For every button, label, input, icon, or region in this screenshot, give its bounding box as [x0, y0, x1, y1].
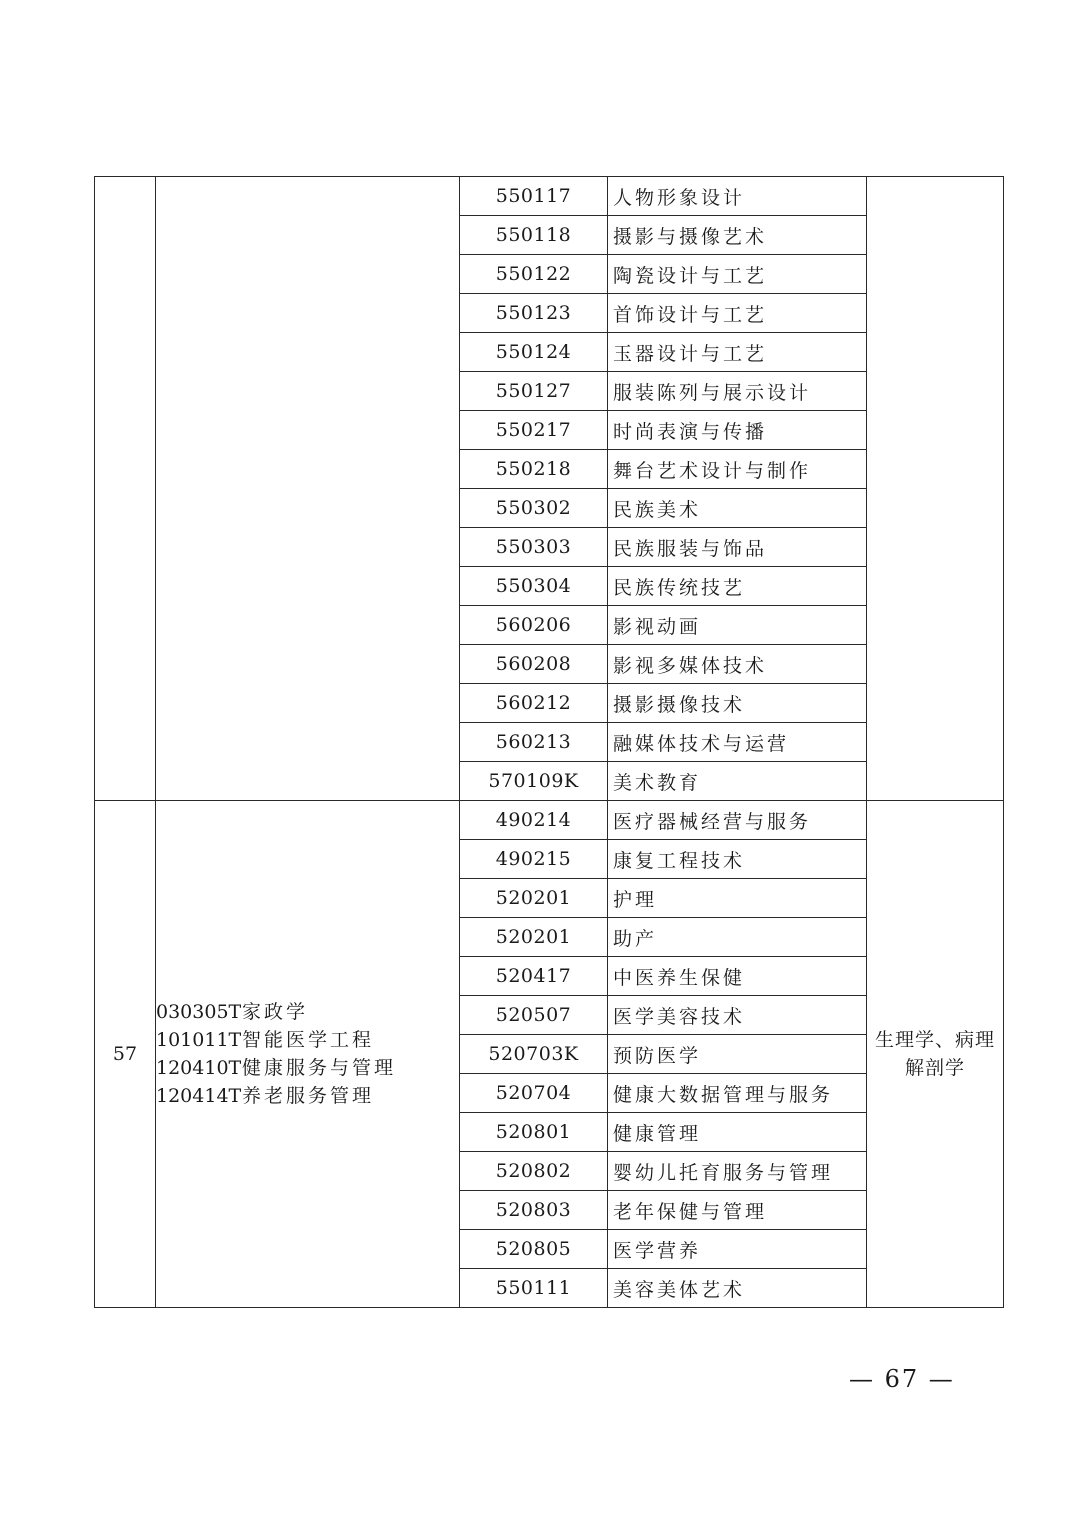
vocational-major-code: 520507: [460, 996, 608, 1035]
undergrad-major-name: 智能医学工程: [242, 1029, 375, 1051]
vocational-major-code: 550111: [460, 1269, 608, 1308]
vocational-major-code: 520201: [460, 918, 608, 957]
vocational-major-code: 520803: [460, 1191, 608, 1230]
vocational-major-code: 560208: [460, 645, 608, 684]
vocational-major-code: 560206: [460, 606, 608, 645]
table-row: [95, 177, 1004, 216]
undergrad-major-code: 101011T: [156, 1029, 242, 1051]
undergrad-major: [156, 1026, 459, 1054]
undergrad-major-name: 养老服务管理: [242, 1085, 375, 1107]
vocational-major-name: 影视动画: [608, 606, 867, 645]
undergrad-major: [156, 1082, 459, 1110]
vocational-major-code: 550303: [460, 528, 608, 567]
vocational-major-name: 融媒体技术与运营: [608, 723, 867, 762]
undergrad-major: [156, 998, 459, 1026]
table-row: [95, 801, 1004, 840]
vocational-major-name: 助产: [608, 918, 867, 957]
vocational-major-name: 陶瓷设计与工艺: [608, 255, 867, 294]
vocational-major-name: 人物形象设计: [608, 177, 867, 216]
vocational-major-name: 医疗器械经营与服务: [608, 801, 867, 840]
group-number-cell: [95, 177, 156, 801]
major-mapping-table: [94, 176, 1004, 1308]
vocational-major-name: 影视多媒体技术: [608, 645, 867, 684]
vocational-major-code: 520801: [460, 1113, 608, 1152]
vocational-major-name: 摄影摄像技术: [608, 684, 867, 723]
vocational-major-name: 美术教育: [608, 762, 867, 801]
vocational-major-code: 490215: [460, 840, 608, 879]
vocational-major-code: 550217: [460, 411, 608, 450]
undergrad-major: [156, 1054, 459, 1082]
table-body: [95, 177, 1004, 1308]
vocational-major-code: 550302: [460, 489, 608, 528]
undergrad-majors-cell: [156, 801, 460, 1308]
exam-subject-cell: [867, 177, 1004, 801]
vocational-major-code: 520201: [460, 879, 608, 918]
undergrad-major-name: 健康服务与管理: [242, 1057, 397, 1079]
vocational-major-name: 民族服装与饰品: [608, 528, 867, 567]
vocational-major-name: 民族传统技艺: [608, 567, 867, 606]
vocational-major-code: 520805: [460, 1230, 608, 1269]
vocational-major-name: 摄影与摄像艺术: [608, 216, 867, 255]
page-number: — 67 —: [849, 1365, 955, 1393]
exam-subject-cell: [867, 801, 1004, 1308]
vocational-major-name: 健康大数据管理与服务: [608, 1074, 867, 1113]
vocational-major-name: 民族美术: [608, 489, 867, 528]
vocational-major-name: 时尚表演与传播: [608, 411, 867, 450]
vocational-major-code: 520704: [460, 1074, 608, 1113]
vocational-major-name: 舞台艺术设计与制作: [608, 450, 867, 489]
vocational-major-code: 570109K: [460, 762, 608, 801]
undergrad-major-name: 家政学: [242, 1001, 309, 1023]
undergrad-major-code: 030305T: [156, 1001, 242, 1023]
vocational-major-name: 康复工程技术: [608, 840, 867, 879]
vocational-major-name: 预防医学: [608, 1035, 867, 1074]
exam-subject-line: 解剖学: [904, 1057, 965, 1079]
group-number-cell: 57: [95, 801, 156, 1308]
vocational-major-code: 560212: [460, 684, 608, 723]
vocational-major-name: 婴幼儿托育服务与管理: [608, 1152, 867, 1191]
vocational-major-code: 550123: [460, 294, 608, 333]
vocational-major-name: 玉器设计与工艺: [608, 333, 867, 372]
vocational-major-code: 490214: [460, 801, 608, 840]
vocational-major-name: 医学美容技术: [608, 996, 867, 1035]
vocational-major-name: 首饰设计与工艺: [608, 294, 867, 333]
vocational-major-code: 550118: [460, 216, 608, 255]
vocational-major-code: 550122: [460, 255, 608, 294]
vocational-major-code: 520703K: [460, 1035, 608, 1074]
vocational-major-name: 老年保健与管理: [608, 1191, 867, 1230]
vocational-major-name: 中医养生保健: [608, 957, 867, 996]
vocational-major-name: 健康管理: [608, 1113, 867, 1152]
vocational-major-code: 560213: [460, 723, 608, 762]
vocational-major-code: 550218: [460, 450, 608, 489]
undergrad-majors-cell: [156, 177, 460, 801]
vocational-major-code: 550304: [460, 567, 608, 606]
vocational-major-code: 520802: [460, 1152, 608, 1191]
vocational-major-name: 医学营养: [608, 1230, 867, 1269]
vocational-major-code: 550117: [460, 177, 608, 216]
undergrad-major-code: 120410T: [156, 1057, 242, 1079]
vocational-major-code: 550127: [460, 372, 608, 411]
exam-subject-line: 生理学、病理: [874, 1029, 995, 1051]
undergrad-major-code: 120414T: [156, 1085, 242, 1107]
vocational-major-code: 550124: [460, 333, 608, 372]
vocational-major-code: 520417: [460, 957, 608, 996]
vocational-major-name: 服装陈列与展示设计: [608, 372, 867, 411]
vocational-major-name: 美容美体艺术: [608, 1269, 867, 1308]
vocational-major-name: 护理: [608, 879, 867, 918]
